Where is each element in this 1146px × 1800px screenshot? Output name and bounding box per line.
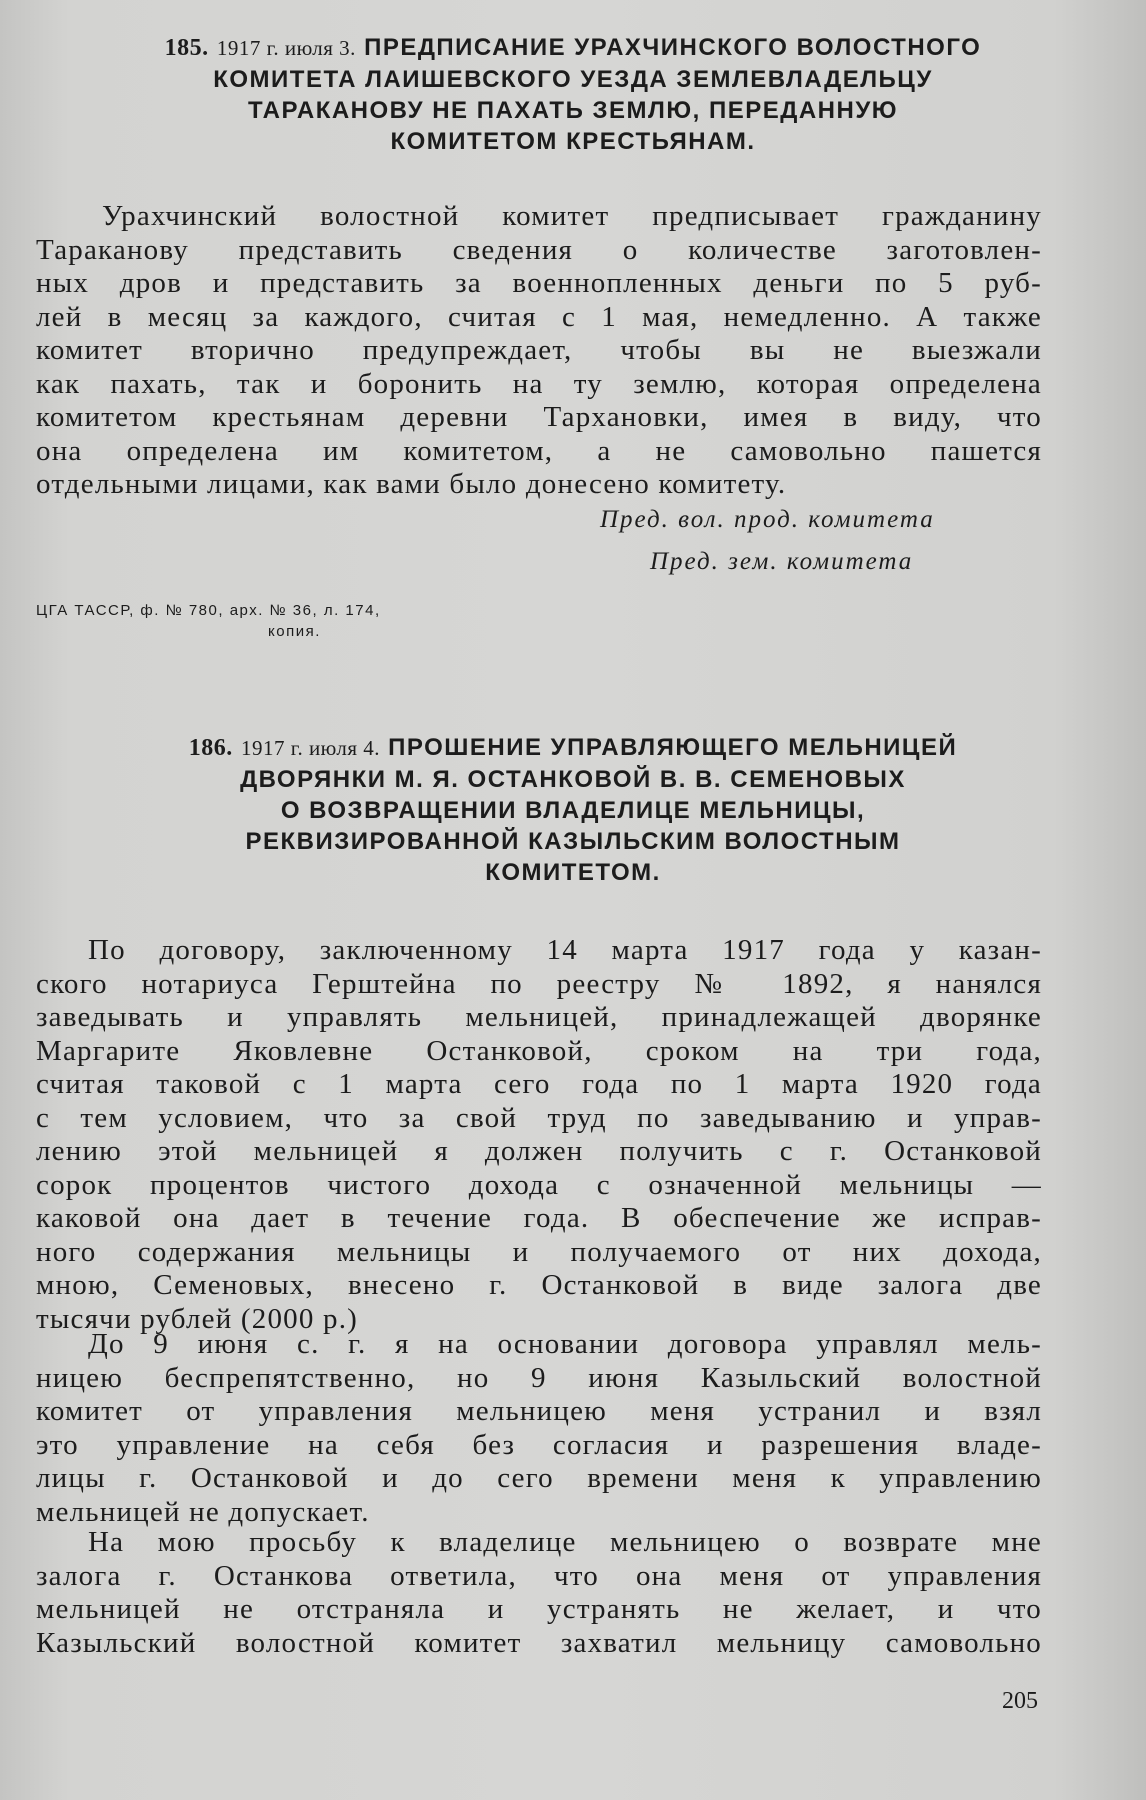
text-line: ных дров и представить за военнопленных деньги по 5 руб-: [36, 267, 1042, 299]
text-line: Казыльский волостной комитет захватил мельницу самовольно: [36, 1626, 1042, 1659]
text-line: каковой она дает в течение года. В обеспечение же исправ-: [36, 1202, 1042, 1234]
text-line: заведывать и управлять мельницей, принадлежащей дворянке: [36, 1001, 1042, 1033]
text-line: лей в месяц за каждого, считая с 1 мая, немедленно. А также: [36, 300, 1042, 333]
archive-source: ЦГА ТАССР, ф. № 780, арх. № 36, л. 174,: [36, 602, 381, 619]
text-line: как пахать, так и боронить на ту землю, которая определена: [36, 367, 1042, 400]
text-line: залога г. Останкова ответила, что она меня от управления: [36, 1559, 1042, 1592]
text-line: отдельными лицами, как вами было донесено комитету.: [36, 468, 787, 500]
document-number: 185.: [164, 35, 209, 61]
signature-line: Пред. вол. прод. комитета: [600, 506, 935, 533]
page-number: 205: [1002, 1688, 1038, 1714]
document-185-body: [36, 200, 1042, 502]
signature-line: Пред. зем. комитета: [650, 548, 914, 575]
document-number: 186.: [188, 735, 233, 761]
document-186-paragraph-3: [36, 1526, 1042, 1660]
document-date: 1917 г. июля 3.: [216, 36, 356, 60]
text-line: комитет от управления мельницею меня устранил и взял: [36, 1395, 1042, 1427]
heading-line: КОМИТЕТОМ.: [485, 859, 661, 886]
text-line: это управление на себя без согласия и разрешения владе-: [36, 1428, 1042, 1461]
text-line: комитет вторично предупреждает, чтобы вы не выезжали: [36, 334, 1042, 366]
archive-note: копия.: [268, 623, 321, 640]
text-line: До 9 июня с. г. я на основании договора управлял мель-: [88, 1328, 1042, 1360]
text-line: сорок процентов чистого дохода с означенной мельницы —: [36, 1168, 1042, 1201]
text-line: ского нотариуса Герштейна по реестру № 1892, я нанялся: [36, 967, 1042, 1000]
text-line: мельницей не допускает.: [36, 1495, 370, 1528]
text-line: Тараканову представить сведения о количестве заготовлен-: [36, 233, 1042, 266]
heading-line: КОМИТЕТА ЛАИШЕВСКОГО УЕЗДА ЗЕМЛЕВЛАДЕЛЬЦУ: [213, 66, 933, 93]
text-line: Урахчинский волостной комитет предписывает гражданину: [102, 200, 1042, 232]
document-186-paragraph-2: [36, 1328, 1042, 1529]
text-line: комитетом крестьянам деревни Тархановки, имея в виду, что: [36, 401, 1042, 433]
heading-line: ПРОШЕНИЕ УПРАВЛЯЮЩЕГО МЕЛЬНИЦЕЙ: [388, 734, 958, 761]
text-line: ного содержания мельницы и получаемого от них дохода,: [36, 1235, 1042, 1268]
heading-line: РЕКВИЗИРОВАННОЙ КАЗЫЛЬСКИМ ВОЛОСТНЫМ: [245, 828, 901, 855]
heading-line: ДВОРЯНКИ М. Я. ОСТАНКОВОЙ В. В. СЕМЕНОВЫХ: [240, 766, 906, 793]
text-line: мною, Семеновых, внесено г. Останковой в виде залога две: [36, 1269, 1042, 1301]
text-line: считая таковой с 1 марта сего года по 1 марта 1920 года: [36, 1068, 1042, 1100]
document-186-paragraph-1: [36, 934, 1042, 1336]
text-line: она определена им комитетом, а не самовольно пашется: [36, 434, 1042, 467]
heading-line: КОМИТЕТОМ КРЕСТЬЯНАМ.: [390, 128, 756, 155]
text-line: с тем условием, что за свой труд по заведыванию и управ-: [36, 1101, 1042, 1134]
text-line: лению этой мельницей я должен получить с г. Останковой: [36, 1135, 1042, 1167]
document-186-heading: [40, 732, 1106, 888]
text-line: ницею беспрепятственно, но 9 июня Казыльский волостной: [36, 1361, 1042, 1394]
archive-reference: [36, 600, 381, 642]
text-line: На мою просьбу к владелице мельницею о возврате мне: [88, 1526, 1042, 1558]
heading-line: ПРЕДПИСАНИЕ УРАХЧИНСКОГО ВОЛОСТНОГО: [364, 34, 982, 61]
document-185-heading: [40, 32, 1106, 157]
text-line: По договору, заключенному 14 марта 1917 года у казан-: [88, 934, 1042, 966]
heading-line: ТАРАКАНОВУ НЕ ПАХАТЬ ЗЕМЛЮ, ПЕРЕДАННУЮ: [247, 97, 899, 124]
text-line: мельницей не отстраняла и устранять не желает, и что: [36, 1593, 1042, 1625]
text-line: тысячи рублей (2000 р.): [36, 1302, 359, 1335]
document-date: 1917 г. июля 4.: [240, 736, 380, 760]
text-line: лицы г. Останковой и до сего времени меня к управлению: [36, 1462, 1042, 1494]
heading-line: О ВОЗВРАЩЕНИИ ВЛАДЕЛИЦЕ МЕЛЬНИЦЫ,: [280, 797, 866, 824]
text-line: Маргарите Яковлевне Останковой, сроком на три года,: [36, 1034, 1042, 1067]
